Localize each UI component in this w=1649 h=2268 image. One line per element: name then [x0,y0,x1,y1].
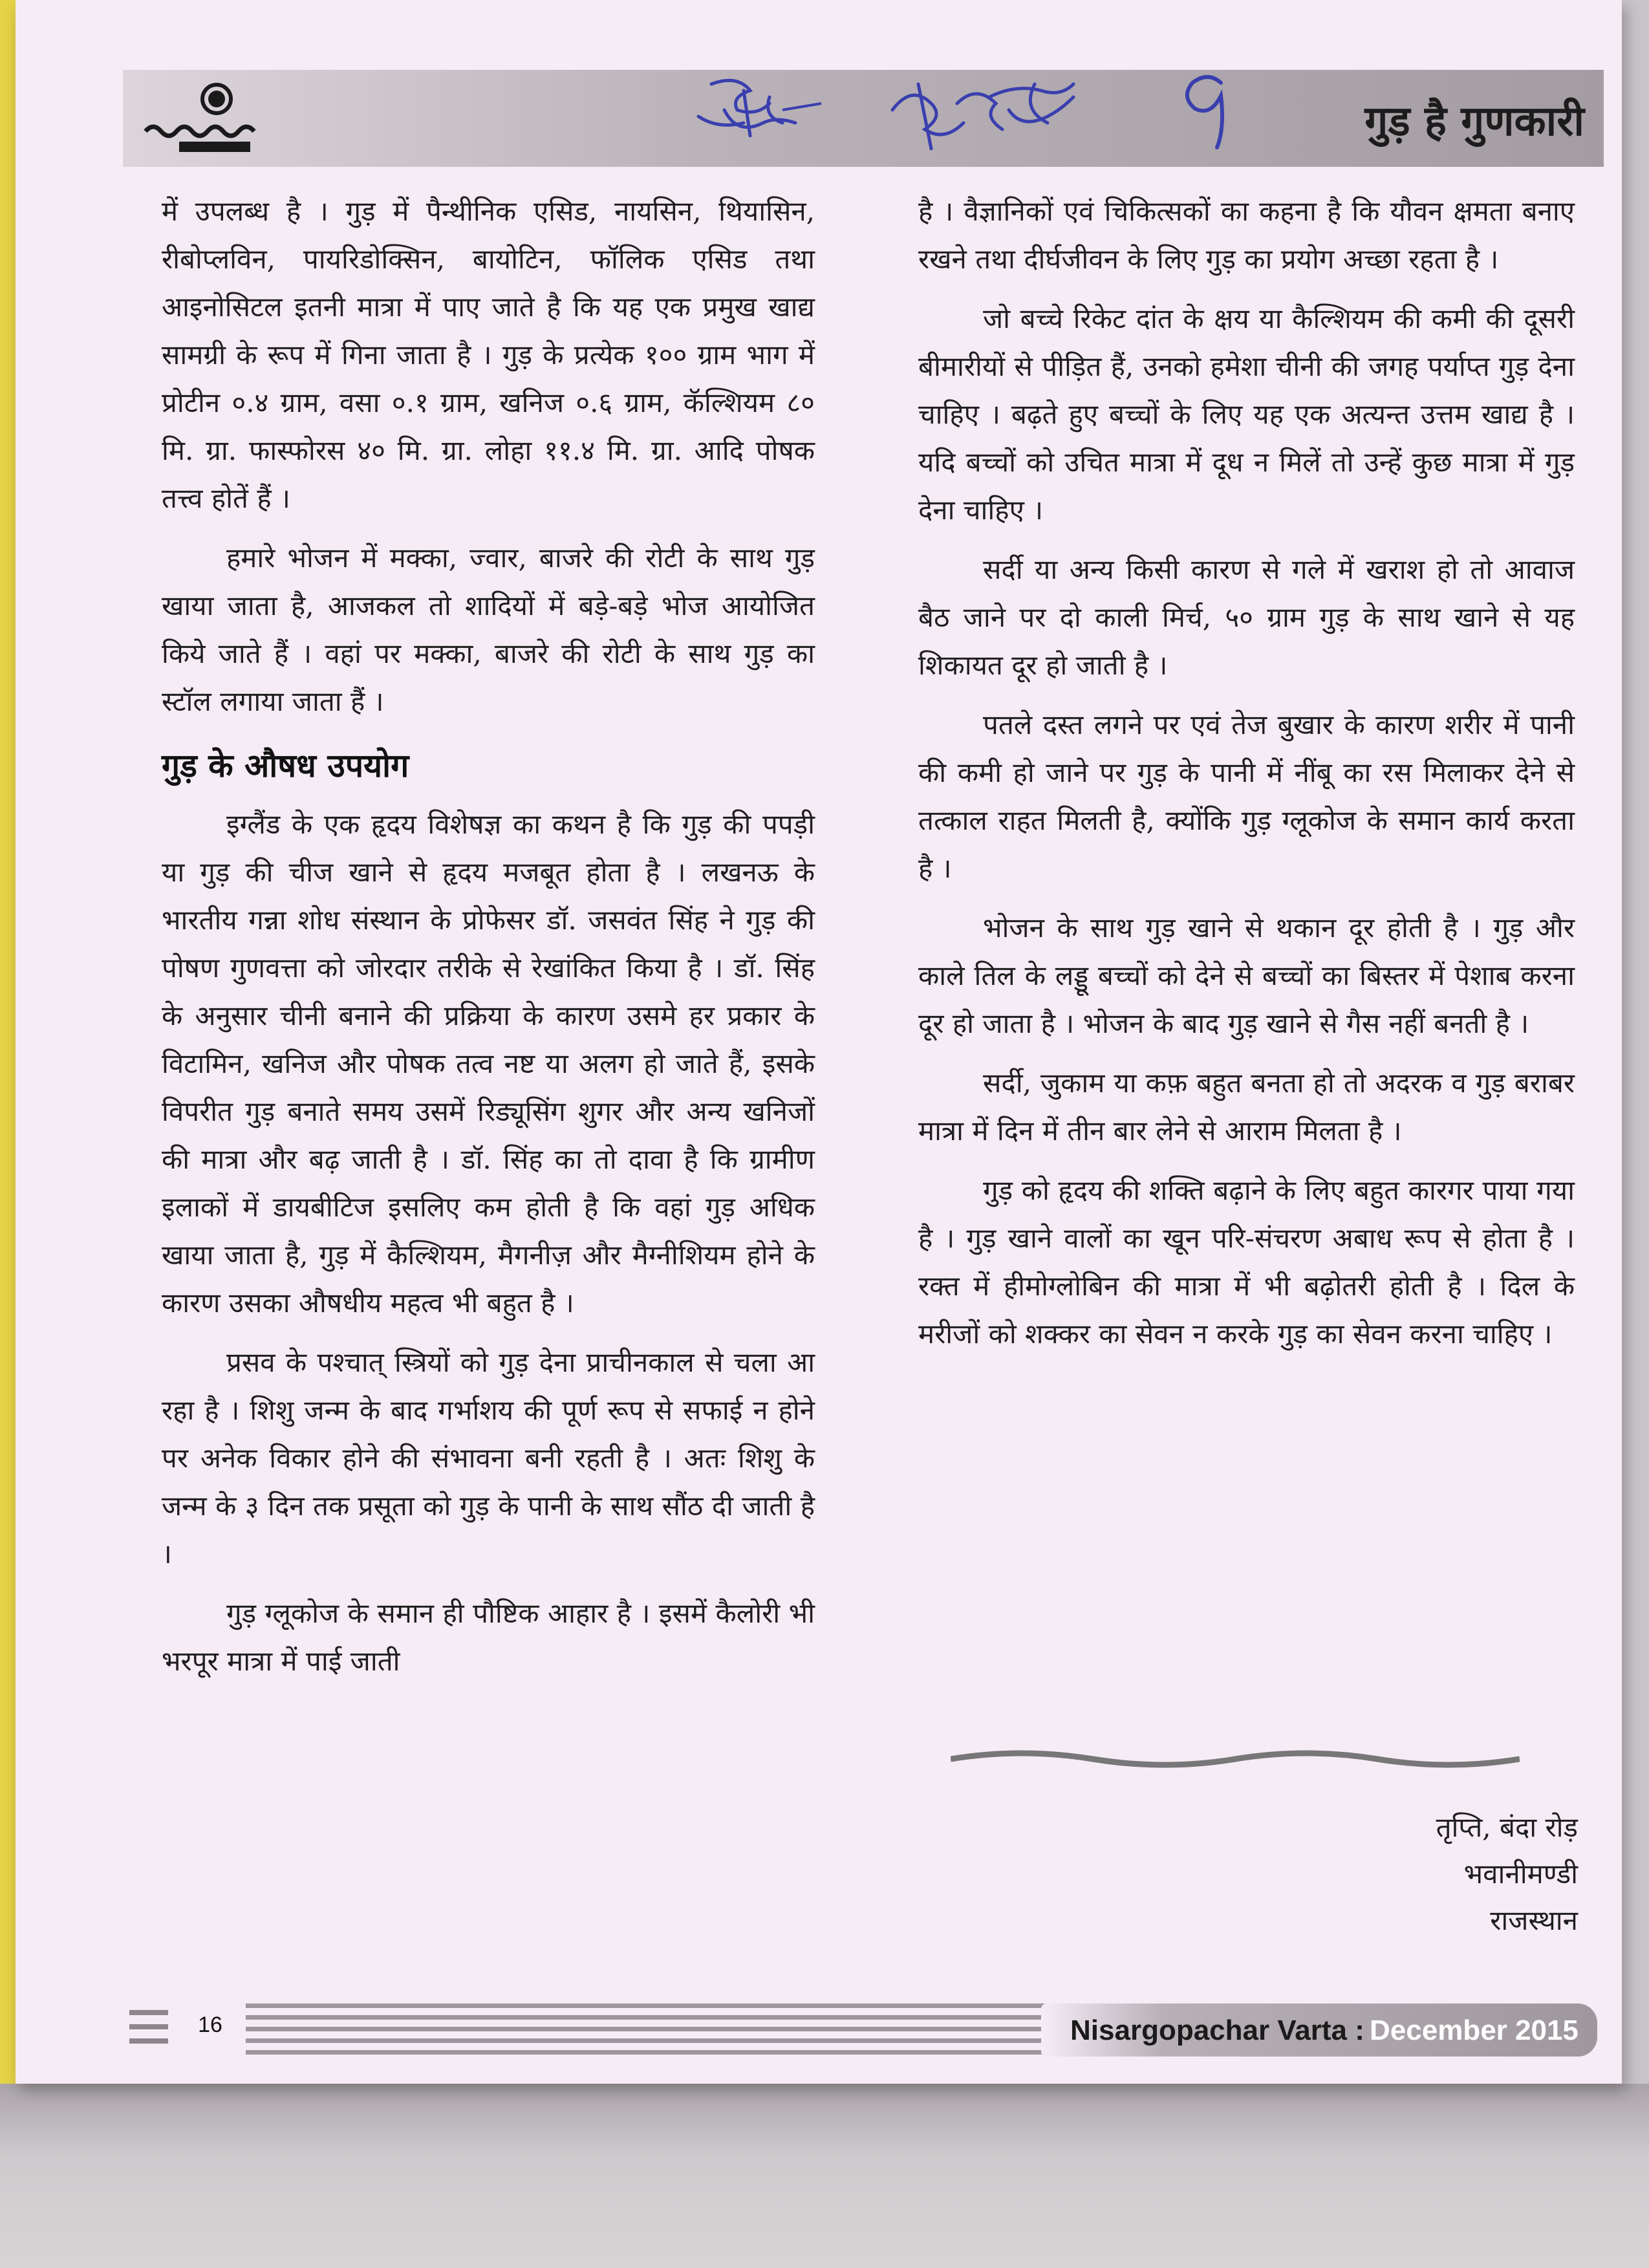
author-town: भवानीमण्डी [1463,1858,1578,1890]
paragraph: इग्लैंड के एक हृदय विशेषज्ञ का कथन है कि गुड़ की पपड़ी या गुड़ की चीज खाने से हृदय मजबूत होता है । लखनऊ के भारतीय गन्ना शोध संस्थान के प्रोफेसर डॉ. जसवंत सिंह ने गुड़ की पोषण गुणवत्ता को जोरदार तरीके से रेखांकित किया है । डॉ. सिंह के अनुसार चीनी बनाने की प्रक्रिया के कारण उसमे हर प्रकार के विटामिन, खनिज और पोषक तत्व नष्ट या अलग हो जाते हैं, इसके विपरीत गुड़ बनाते समय उसमें रिड्यूसिंग शुगर और अन्य खनिजों की मात्रा और बढ़ जाती है । डॉ. सिंह का तो दावा है कि ग्रामीण इलाकों में डायबीटिज इसलिए कम होती है कि वहां गुड़ अधिक खाया जाता है, गुड़ में कैल्शियम, मैगनीज़ और मैग्नीशियम होने के कारण उसका औषधीय महत्व भी बहुत है । [162,808,815,1319]
sun-waves-logo-icon [139,74,268,162]
handwritten-signature-icon [879,71,1093,162]
scan-background [0,2084,1649,2268]
page-number: 16 [198,2013,222,2037]
author-state: राजस्थान [1490,1905,1578,1936]
paragraph: पतले दस्त लगने पर एवं तेज बुखार के कारण शरीर में पानी की कमी हो जाने पर गुड़ के पानी में नींबू का रस मिलाकर देने से तत्काल राहत मिलती है, क्योंकि गुड़ ग्लूकोज के समान कार्य करता है । [918,709,1575,884]
paragraph: जो बच्चे रिकेट दांत के क्षय या कैल्शियम की कमी की दूसरी बीमारीयों से पीड़ित हैं, उनको हमेशा चीनी की जगह पर्याप्त गुड़ देना चाहिए । बढ़ते हुए बच्चों के लिए यह एक अत्यन्त उत्तम खाद्य है । यदि बच्चों को उचित मात्रा में दूध न मिलें तो उन्हें कुछ मात्रा में गुड़ देना चाहिए । [918,303,1575,526]
handwritten-scribble-icon [685,71,841,155]
section-heading: गुड़ के औषध उपयोग [162,747,409,784]
paragraph: गुड़ को हृदय की शक्ति बढ़ाने के लिए बहुत कारगर पाया गया है । गुड़ खाने वालों का खून परि-संचरण अबाध रूप से होता है । रक्त में हीमोग्लोबिन की मात्रा में भी बढ़ोतरी होती है । दिल के मरीजों को शक्कर का सेवन न करके गुड़ का सेवन करना चाहिए । [918,1174,1575,1350]
right-column [918,188,1575,1370]
wave-divider [951,1746,1520,1772]
issue-date: December 2015 [1370,2014,1579,2046]
footer-stripes [129,1998,1067,2057]
magazine-name: Nisargopachar Varta : [1070,2014,1364,2046]
paragraph: में उपलब्ध है । गुड़ में पैन्थीनिक एसिड, नायसिन, थियासिन, रीबोप्लविन, पायरिडोक्सिन, बायोटिन, फॉलिक एसिड तथा आइनोसिटल इतनी मात्रा में पाए जाते है कि यह एक प्रमुख खाद्य सामग्री के रूप में गिना जाता है । गुड़ के प्रत्येक १०० ग्राम भाग में प्रोटीन ०.४ ग्राम, वसा ०.१ ग्राम, खनिज ०.६ ग्राम, कॅल्शियम ८० मि. ग्रा. फास्फोरस ४० मि. ग्रा. लोहा ११.४ मि. ग्रा. आदि पोषक तत्त्व होतें हैं । [162,195,815,514]
yellow-side-strip [0,0,17,2147]
handwritten-page-number [1170,63,1242,154]
paragraph: गुड़ ग्लूकोज के समान ही पौष्टिक आहार है । इसमें कैलोरी भी भरपूर मात्रा में पाई जाती [162,1597,815,1677]
paragraph: सर्दी, जुकाम या कफ़ बहुत बनता हो तो अदरक व गुड़ बराबर मात्रा में दिन में तीन बार लेने से आराम मिलता है । [918,1067,1575,1147]
article-title: गुड़ है गुणकारी [1364,98,1584,146]
paragraph: सर्दी या अन्य किसी कारण से गले में खराश हो तो आवाज बैठ जाने पर दो काली मिर्च, ५० ग्राम गुड़ के साथ खाने से यह शिकायत दूर हो जाती है । [918,554,1575,681]
paragraph: है । वैज्ञानिकों एवं चिकित्सकों का कहना है कि यौवन क्षमता बनाए रखने तथा दीर्घजीवन के लिए गुड़ का प्रयोग अच्छा रहता है । [918,195,1575,275]
paragraph: प्रसव के पश्चात् स्त्रियों को गुड़ देना प्राचीनकाल से चला आ रहा है । शिशु जन्म के बाद गर्भाशय की पूर्ण रूप से सफाई न होने पर अनेक विकार होने की संभावना बनी रहती है । अतः शिशु के जन्म के ३ दिन तक प्रसूता को गुड़ के पानी के साथ सौंठ दी जाती है । [162,1346,815,1570]
left-column [162,188,815,1697]
author-name: तृप्ति, बंदा रोड़ [1436,1811,1578,1843]
paragraph: हमारे भोजन में मक्का, ज्वार, बाजरे की रोटी के साथ गुड़ खाया जाता है, आजकल तो शादियों में बड़े-बड़े भोज आयोजित किये जाते हैं । वहां पर मक्का, बाजरे की रोटी के साथ गुड़ का स्टॉल लगाया जाता हैं । [162,542,815,717]
author-signature [1313,1804,1578,1944]
paragraph: भोजन के साथ गुड़ खाने से थकान दूर होती है । गुड़ और काले तिल के लड्डू बच्चों को देने से बच्चों का बिस्तर में पेशाब करना दूर हो जाता है । भोजन के बाद गुड़ खाने से गैस नहीं बनती है । [918,912,1575,1039]
